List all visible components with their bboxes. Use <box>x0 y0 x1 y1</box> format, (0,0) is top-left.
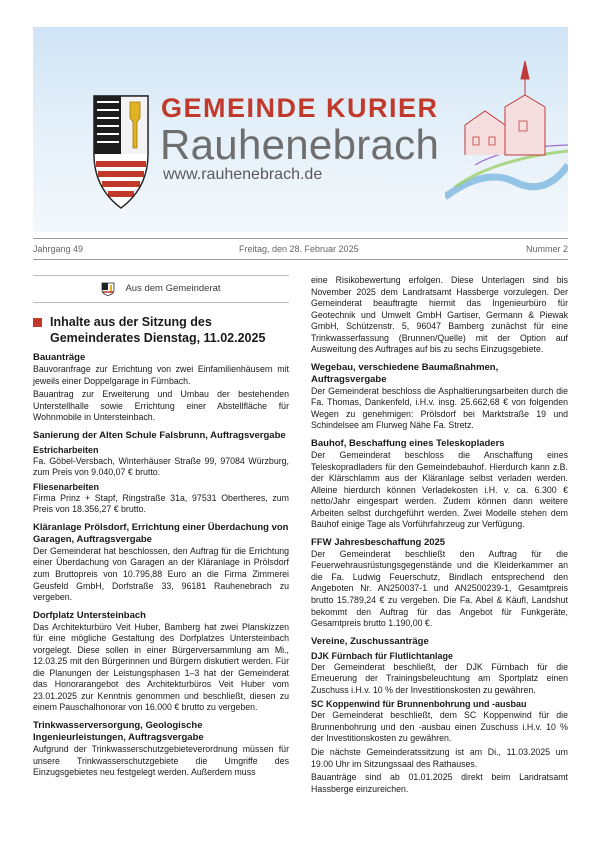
article-subheading: Bauanträge <box>33 352 86 363</box>
article-paragraph: Der Gemeinderat beschloss die Anschaffung eines Teleskopradladers für den Gemeindebauhof. Hierdurch kann z.B. der Klärschlamm aus der Kläranlage selbst verladen werden. Alleine hierdurch können Verladekosten i.H. v. ca. 6.300 € netto/Jahr eingespart werden. Zudem können dann weitere Arbeiten selbst durchgeführt werden. Zwei Modelle stehen dem Bauhof einige Tage als Vorführfahrzeug zur Verfügung. <box>311 450 568 530</box>
article-subheading: Kläranlage Prölsdorf, Errichtung einer Überdachung von Garagen, Auftragsvergabe <box>33 521 289 545</box>
issue-info-line <box>33 244 568 258</box>
masthead-rule-bottom <box>33 259 568 260</box>
article-subheading: Estricharbeiten <box>33 444 99 455</box>
coat-of-arms-small-icon <box>101 282 115 296</box>
article-paragraph: Bauantrag zur Erweiterung und Umbau der bestehenden Unterstellhalle sowie Errichtung einer Abstellfläche für Wohnmobile in Untersteinbach. <box>33 389 289 423</box>
article-subheading: SC Koppenwind für Brunnenbohrung und -ausbau <box>311 699 527 710</box>
article-paragraph: Bauanträge sind ab 01.01.2025 direkt beim Landratsamt Hassberge einzureichen. <box>311 772 568 794</box>
article-subheading: Fliesenarbeiten <box>33 481 100 492</box>
issue-number: Nummer 2 <box>525 244 568 254</box>
article-paragraph: Firma Prinz + Stapf, Ringstraße 31a, 97531 Obertheres, zum Preis von 18.356,27 € brutto. <box>33 492 289 515</box>
article-subheading: DJK Fürnbach für Flutlichtanlage <box>311 650 454 661</box>
article-paragraph: Das Architekturbüro Veit Huber, Bamberg hat zwei Planskizzen für eine mögliche Gestaltung des Dorfplatzes Untersteinbach vorgelegt. Diese sollen in einer Bürgerversammlung am Mi., 12.03.25 mit den Bürgerinnen und Bürgern diskutiert werden. Für die Planungen der Leistungsphasen 1–3 hat der Gemeinderat das Honorarangebot des Architekturbüros Veit Huber vom 23.01.2025 zur Kenntnis genommen und beschließt, diesen zu einem Pauschalhonorar von 16.000 € brutto zu vergeben. <box>33 621 289 713</box>
masthead-title: GEMEINDE KURIER <box>161 93 439 123</box>
masthead-url[interactable]: www.rauhenebrach.de <box>163 166 323 183</box>
coat-of-arms-icon <box>92 92 150 212</box>
masthead-rule-top <box>33 238 568 239</box>
article-subheading: Trinkwasserversorgung, Geologische Ingenieurleistungen, Auftragsvergabe <box>33 720 204 744</box>
issue-date: Freitag, den 28. Februar 2025 <box>239 244 359 254</box>
article-paragraph: Der Gemeinderat beschließt den Auftrag für die Feuerwehrausrüstungsgegenstände und die Kleiderkammer an die Fa. Ludwig Feuerschutz, Bindlach entsprechend den Angeboten Nr. AN250037-1 und AN2500239-1, Gesamtpreis brutto 15.789,24 € zu vergeben. Die Fa. Abel & Käufl, Landshut bekommt den Auftrag für das Angebot für Funkgeräte, Gesamtpreis brutto 1.190,00 €. <box>311 548 568 629</box>
masthead-banner <box>33 27 568 232</box>
section-header <box>33 275 289 303</box>
article-column-left <box>33 275 289 779</box>
article-headline: Inhalte aus der Sitzung des Gemeinderates Dienstag, 11.02.2025 <box>33 315 289 346</box>
masthead-town: Rauhenebrach <box>160 121 440 168</box>
article-paragraph: Bauvoranfrage zur Errichtung von zwei Einfamilienhäusern mit jeweils einer Doppelgarage in Fürnbach. <box>33 364 289 386</box>
section-label: Aus dem Gemeinderat <box>125 283 221 295</box>
article-subheading: Vereine, Zuschussanträge <box>311 635 429 647</box>
article-paragraph: Fa. Göbel-Versbach, Winterhäuser Straße 99, 97084 Würzburg, zum Preis von 9.040,07 € brutto. <box>33 455 289 478</box>
article-subheading: Sanierung der Alten Schule Falsbrunn, Auftragsvergabe <box>33 429 286 441</box>
article-paragraph: Der Gemeinderat beschloss die Asphaltierungsarbeiten durch die Fa. Thomas, Dankenfeld, i.H.v. insg. 25.662,68 € von folgenden Wegen zu genehmigen: Prölsdorf bei Marktstraße 19 und Schindelsee am Flurweg Nähe Fa. Stretz. <box>311 385 568 431</box>
headline-marker-icon <box>33 318 42 327</box>
article-subheading: FFW Jahresbeschaffung 2025 <box>311 536 446 548</box>
article-paragraph: eine Risikobewertung erfolgen. Diese Unterlagen sind bis November 2025 dem Landratsamt Hassberge vorzulegen. Der Gemeinderat beauftragte hiermit das Ingenieurbüro für Geotechnik und Umwelt GmbH Gartiser, Germann & Piewak GmbH, Schützenstr. 5, 96047 Bamberg zunächst für eine Trinkwasserfassung (Brunnen/Quelle) mit der Option auf Ausweitung des Auftrages auf bis zu sechs Einzugsgebiete. <box>311 275 568 355</box>
article-subheading: Dorfplatz Untersteinbach <box>33 609 146 621</box>
article-paragraph: Der Gemeinderat hat beschlossen, den Auftrag für die Errichtung einer Überdachung von Garagen an der Kläranlage in Prölsdorf zum Bruttopreis von 10.795,88 Euro an die Firma Zimmerei Geusfeld GmbH, Dorfstraße 33, 96181 Rauhenebrach zu vergeben. <box>33 545 289 603</box>
article-subheading: Bauhof, Beschaffung eines Teleskopladers <box>311 438 505 450</box>
article-paragraph: Der Gemeinderat beschließt, der DJK Fürnbach für die Erneuerung der Trainingsbeleuchtung am Sportplatz einen Zuschuss i.H.v. 10 % der Investitionskosten zu gewähren. <box>311 661 568 695</box>
article-paragraph: Die nächste Gemeinderatssitzung ist am Di., 11.03.2025 um 19.00 Uhr im Sitzungssaal des Rathauses. <box>311 746 568 769</box>
church-illustration-icon <box>445 47 568 202</box>
article-column-right <box>311 275 568 795</box>
article-paragraph: Aufgrund der Trinkwasserschutzgebieteverordnung müssen für unsere Trinkwasserschutzgebiete die Umgriffe des Einzugsgebietes neu festgelegt werden. Außerdem muss <box>33 744 289 778</box>
article-subheading: Wegebau, verschiedene Baumaßnahmen, Auftragsvergabe <box>311 361 499 385</box>
issue-volume: Jahrgang 49 <box>33 244 84 254</box>
article-paragraph: Der Gemeinderat beschließt, dem SC Koppenwind für die Brunnenbohrung und den -ausbau einen Zuschuss i.H.v. 10 % der Investitionskosten zu gewähren. <box>311 710 568 744</box>
